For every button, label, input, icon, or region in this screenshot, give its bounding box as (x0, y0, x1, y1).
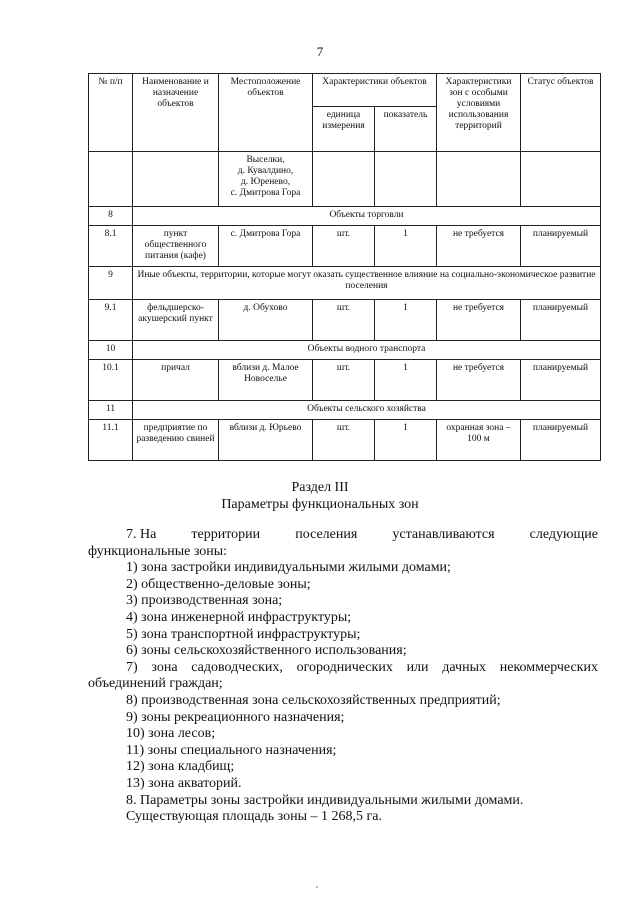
header-name: Наименование и назначение объектов (133, 74, 219, 152)
zones-list (88, 560, 598, 660)
object-zone: не требуется (437, 300, 521, 341)
object-status: планируемый (521, 226, 601, 267)
object-indicator: 1 (375, 300, 437, 341)
zone-item: 13) зона акваторий. (126, 775, 242, 791)
object-indicator: 1 (375, 420, 437, 461)
object-name: причал (133, 360, 219, 401)
header-indicator: показатель (375, 107, 437, 152)
zone-item: 3) производственная зона; (126, 593, 283, 609)
header-unit: единица измерения (313, 107, 375, 152)
object-location: вблизи д. Юрьево (219, 420, 313, 461)
object-indicator: 1 (375, 226, 437, 267)
header-location: Местоположение объектов (219, 74, 313, 152)
zone-area: Существующая площадь зоны – 1 268,5 га. (126, 809, 382, 825)
table-row-group (89, 401, 601, 420)
section-subheading: Параметры функциональных зон (221, 497, 419, 512)
table-row (89, 300, 601, 341)
zone-item: 4) зона инженерной инфраструктуры; (126, 609, 352, 625)
row-num: 8 (89, 207, 133, 226)
object-location: д. Обухово (219, 300, 313, 341)
objects-table (88, 73, 601, 461)
object-name: фельдшерско-акушерский пункт (133, 300, 219, 341)
group-title: Объекты водного транспорта (133, 341, 601, 360)
zone-item: 12) зона кладбищ; (126, 759, 235, 775)
table-row-group (89, 267, 601, 300)
object-name: предприятие по разведению свиней (133, 420, 219, 461)
table-row (89, 360, 601, 401)
scan-dot (316, 886, 318, 888)
group-title: Объекты сельского хозяйства (133, 401, 601, 420)
object-unit: шт. (313, 360, 375, 401)
zone-item: 9) зоны рекреационного назначения; (126, 709, 345, 725)
header-status: Статус объектов (521, 74, 601, 152)
zone-item: 1) зона застройки индивидуальными жилыми домами; (126, 560, 451, 576)
object-location: вблизи д. Малое Новоселье (219, 360, 313, 401)
header-characteristics: Характеристики объектов (313, 74, 437, 107)
zone-item: 11) зоны специального назначения; (126, 742, 337, 758)
object-unit: шт. (313, 420, 375, 461)
object-location: с. Дмитрова Гора (219, 226, 313, 267)
table-row-continuation (89, 152, 601, 207)
zone7-end: объединений граждан; (88, 676, 223, 692)
group-title: Объекты торговли (133, 207, 601, 226)
row-num: 11 (89, 401, 133, 420)
zone-item: 10) зона лесов; (126, 726, 216, 742)
intro-line: 7. На территории поселения устанавливаются следующие (126, 527, 598, 542)
row-num: 10.1 (89, 360, 133, 401)
zone-item: 8) производственная зона сельскохозяйственных предприятий; (126, 692, 501, 708)
page-number: 7 (316, 44, 324, 59)
continuation-location: Выселки, д. Кувалдино, д. Юренево, с. Дмитрова Гора (219, 152, 313, 207)
object-indicator: 1 (375, 360, 437, 401)
header-num: № п/п (89, 74, 133, 152)
object-zone: не требуется (437, 226, 521, 267)
object-status: планируемый (521, 420, 601, 461)
zone-item: 2) общественно-деловые зоны; (126, 576, 311, 592)
table-header-row (89, 74, 601, 107)
section-heading: Раздел III (291, 480, 349, 495)
zone7-line: 7) зона садоводческих, огороднических или дачных некоммерческих (126, 659, 598, 675)
object-status: планируемый (521, 300, 601, 341)
row-num: 9.1 (89, 300, 133, 341)
intro-end: функциональные зоны: (88, 543, 228, 559)
object-zone: охранная зона – 100 м (437, 420, 521, 461)
group-title: Иные объекты, территории, которые могут оказать существенное влияние на социально-экономическое развитие поселения (133, 267, 601, 300)
table-row-group (89, 341, 601, 360)
zone-item: 5) зона транспортной инфраструктуры; (126, 626, 361, 642)
object-unit: шт. (313, 300, 375, 341)
zone-item: 6) зоны сельскохозяйственного использования; (126, 643, 407, 659)
object-zone: не требуется (437, 360, 521, 401)
object-status: планируемый (521, 360, 601, 401)
row-num: 9 (89, 267, 133, 300)
zones-rest-list (88, 693, 598, 793)
para8: 8. Параметры зоны застройки индивидуальными жилыми домами. (126, 792, 524, 808)
object-name: пункт общественного питания (кафе) (133, 226, 219, 267)
table-row (89, 420, 601, 461)
table-row (89, 226, 601, 267)
row-num: 11.1 (89, 420, 133, 461)
header-zones: Характеристики зон с особыми условиями использования территорий (437, 74, 521, 152)
object-unit: шт. (313, 226, 375, 267)
row-num: 10 (89, 341, 133, 360)
row-num: 8.1 (89, 226, 133, 267)
table-row-group (89, 207, 601, 226)
functional-zones-text (88, 527, 598, 826)
